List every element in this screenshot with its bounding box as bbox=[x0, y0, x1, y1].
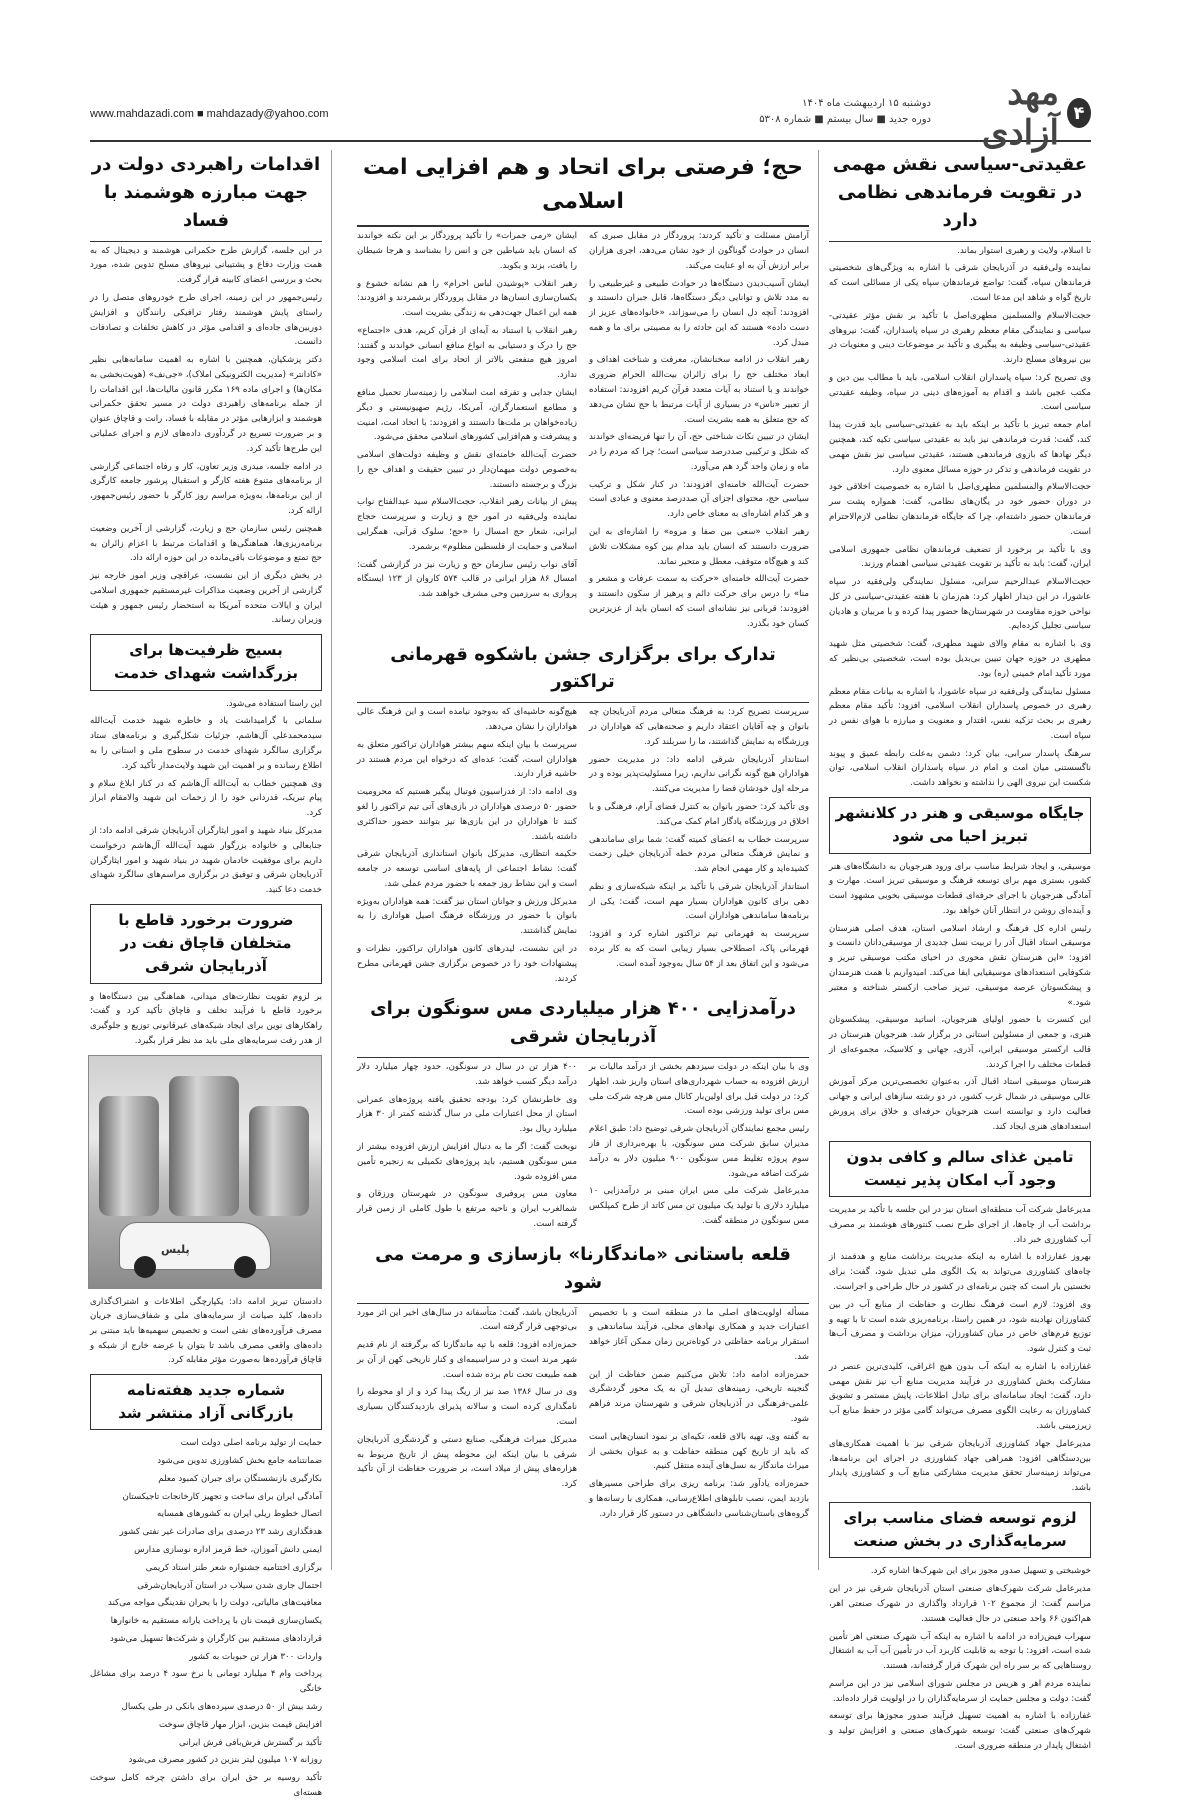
article-body bbox=[357, 229, 809, 634]
list-item: معافیت‌های مالیاتی، دولت را با بحران نقدینگی مواجه می‌کند bbox=[107, 1598, 322, 1609]
photo-label: پلیس bbox=[161, 1242, 190, 1256]
paragraph: سرپرست تصریح کرد: به فرهنگ متعالی مردم آذربایجان چه بانوان و چه آقایان اعتقاد داریم و صحنه‌هایی که هواداران در ورزشگاه به نمایش گذاشتند، ما را سربلند کرد. bbox=[589, 707, 809, 747]
logo-block bbox=[946, 73, 1091, 153]
paragraph: رئیس‌جمهور در این زمینه، اجرای طرح خودروهای متصل را در راستای پایش هوشمند رفتار ترافیکی رانندگان و افزایش دوربین‌های جاده‌ای و اقدامی مؤثر در کاهش تخلفات و تصادفات دانست. bbox=[90, 293, 322, 348]
paragraph: مدیرکل میراث فرهنگی، صنایع دستی و گردشگری آذربایجان شرقی با بیان اینکه این محوطه پیش از تاریخ مربوط به هزاره‌های پیش از میلاد است، بر ضرورت حفاظت از آن تأکید کرد. bbox=[357, 1434, 577, 1490]
list-item: پرداخت وام ۴ میلیارد تومانی با نرخ سود ۴ درصد برای مشاغل خانگی bbox=[90, 1669, 323, 1695]
masthead bbox=[90, 73, 1091, 153]
list-item: هدفگذاری رشد ۲۳ درصدی برای صادرات غیر نفتی کشور bbox=[119, 1527, 322, 1538]
page-number: ۴ bbox=[1067, 98, 1091, 128]
article-body bbox=[357, 705, 809, 989]
issue-text: دوره جدید ■ سال بیستم ■ شماره ۵۳۰۸ bbox=[759, 114, 931, 125]
paragraph: حجت‌الاسلام والمسلمین مطهری‌اصل با تأکید بر نقش مؤثر عقیدتی-سیاسی و نمایندگی مقام معظم رهبری در سپاه پاسداران، گفت: نیروهای عقیدتی-سیاسی وظیفه به پیگیری و تأکید بر موضوعات دینی و معنویات در بین نیروهای مسلح دارند. bbox=[829, 310, 1091, 366]
article-body bbox=[829, 1564, 1091, 1753]
contact-links[interactable]: www.mahdazadi.com ■ mahdazady@yahoo.com bbox=[90, 108, 329, 120]
paragraph: استاندار آذربایجان شرقی با تأکید بر اینکه شبکه‌سازی و نظم دهی برای کانون هواداران بسیار مهم است، گفت: یکی از برنامه‌ها ساماندهی هواداران است. bbox=[589, 881, 809, 922]
left-column bbox=[90, 145, 323, 1798]
list-item: یکسان‌سازی قیمت نان با پرداخت یارانه مستقیم به خانوارها bbox=[110, 1616, 322, 1627]
paragraph: وی افزود: لازم است فرهنگ نظارت و حفاظت از منابع آب در بین کشاورزان نهادینه شود، در همین راستا، برنامه‌ریزی شده است تا با تهیه و توزیع فرم‌های خاص در میان کشاورزان، میزان برداشت و مصرف آب‌ها ثبت و کنترل شود. bbox=[829, 1299, 1091, 1355]
paragraph: حمزه‌زاده افزود: قلعه با تپه ماندگارنا که برگرفته از نام قدیم شهر مرند است و در سراسیمه‌ای و کنار تاریخی کهن از آن بر همه طبیعت تحت نام برده شده است. bbox=[357, 1340, 577, 1380]
article-body bbox=[90, 697, 322, 898]
paragraph: مدیرعامل شرکت ملی مس ایران مبنی بر درآمدزایی ۱۰ میلیارد دلاری با تولید یک میلیون تن مس کاتد از طرح کمپلکس مس سونگون در منطقه گفت. bbox=[589, 1186, 809, 1226]
date-text: دوشنبه ۱۵ اردیبهشت ماه ۱۴۰۴ bbox=[802, 98, 931, 109]
middle-column bbox=[357, 145, 809, 1585]
article-headline: عقیدتی-سیاسی نقش مهمی در تقویت فرماندهی نظامی دارد bbox=[829, 151, 1091, 242]
list-item: اتصال خطوط ریلی ایران به کشورهای همسایه bbox=[156, 1509, 322, 1520]
paragraph: سرپرست به قهرمانی تیم تراکتور اشاره کرد و افزود: قهرمانی پاک، اصطلاحی بسیار زیبایی است که به کار برده می‌شود و این اتفاق بعد از ۵۴ سال به‌وجود آمده است. bbox=[589, 929, 809, 969]
article-headline: اقدامات راهبردی دولت در جهت مبارزه هوشمند با فساد bbox=[90, 151, 322, 242]
paragraph: خوشبختی و تسهیل صدور مجوز برای این شهرک‌ها اشاره کرد. bbox=[870, 1566, 1091, 1577]
article-body bbox=[829, 860, 1091, 1135]
paragraph: آذربایجان باشد، گفت: متأسفانه در سال‌های اخیر این اثر مورد بی‌توجهی قرار گرفته است. bbox=[357, 1307, 577, 1333]
paragraph: وی تصریح کرد: سپاه پاسداران انقلاب اسلامی، باید با مطالب بین دین و مکتب عجین باشد و اقدام به آموزه‌های دینی در سپاه، وظیفه عقیدتی سیاسی است. bbox=[829, 372, 1091, 413]
list-item: برگزاری اختتامیه جشنواره شعر طنز استاد کریمی bbox=[145, 1562, 322, 1573]
paragraph: وی ادامه داد: از فدراسیون فوتبال پیگیر هستیم که محرومیت حضور ۵۰ درصدی هواداران در بازی‌های آتی تیم تراکتور را لغو کنند تا هواداران در این بازی‌ها نیز بتوانند حضور حداکثری داشته باشند. bbox=[357, 787, 577, 842]
paragraph: مدیرکل ورزش و جوانان استان نیز گفت: همه هواداران به‌ویژه بانوان با حضور در ورزشگاه فرهنگ اصیل هواداری را به نمایش گذاشتند. bbox=[357, 896, 577, 937]
paragraph: در این جلسه، گزارش طرح حکمرانی هوشمند و دیجیتال که به همت وزارت دفاع و پشتیبانی نیروهای مسلح تدوین شده، مورد بحث و بررسی اعضای کابینه قرار گرفت. bbox=[90, 245, 322, 286]
paragraph: رهبر انقلاب با استناد به آیه‌ای از قرآن کریم، هدف «اجتماع» حج را درک و دستیابی به انواع منافع انسانی خواندند و گفتند: امروز هیچ منفعتی بالاتر از اتحاد برای امت اسلامی وجود ندارد. bbox=[357, 325, 577, 381]
dateline bbox=[759, 96, 931, 128]
paragraph: حضرت آیت‌الله خامنه‌ای نقش و وظیفه دولت‌های اسلامی به‌خصوص دولت میهمان‌دار در تبیین حقیقت و اهداف حج را بزرگ و برجسته دانستند. bbox=[357, 450, 577, 490]
article-headline: بسیج ظرفیت‌ها برای بزرگداشت شهدای خدمت bbox=[90, 634, 322, 691]
paragraph: سلمانی با گرامیداشت یاد و خاطره شهید خدمت آیت‌الله سیدمحمدعلی آل‌هاشم، جزئیات شکل‌گیری و برنامه‌های ستاد برگزاری سالگرد شهدای خدمت در سطوح ملی و استانی را به اطلاع رسانده و بر اهمیت این شهید ولایت‌مدار تأکید کرد. bbox=[90, 716, 322, 771]
article-headline: لزوم توسعه فضای مناسب برای سرمایه‌گذاری در بخش صنعت bbox=[829, 1502, 1091, 1559]
list-item: افزایش قیمت بنزین، ابزار مهار قاچاق سوخت bbox=[158, 1719, 322, 1730]
article-headline: درآمدزایی ۴۰۰ هزار میلیاردی مس سونگون برای آذربایجان شرقی bbox=[357, 995, 809, 1058]
paragraph: این راستا استفاده می‌شود. bbox=[226, 698, 322, 709]
paragraph: رهبر انقلاب «پوشیدن لباس احرام» را هم نشانه خشوع و یکسان‌سازی انسان‌ها در مقابل پروردگار برشمردند و افزودند: همه این اعمال جهت‌دهی به زندگی بشریت است. bbox=[357, 278, 577, 319]
list-item: تأکید روسیه بر حق ایران برای داشتن چرخه کامل سوخت هسته‌ای bbox=[90, 1773, 322, 1798]
paragraph: ایشان آسیب‌دیدن دستگاه‌ها در حوادث طبیعی و غیرطبیعی را به مدد تلاش و توانایی دیگر دستگاه‌ها، قابل جبران دانستند و افزودند: آنچه دل انسان را می‌سوزاند، «خانواده‌های عزیز از دست داده» هستند که این حادثه را به مصیبتی برای ما و همه مبدل کرد. bbox=[589, 278, 809, 348]
paragraph: بر لزوم تقویت نظارت‌های میدانی، هماهنگی بین دستگاه‌ها و برخورد قاطع با فرآیند تخلف و قاچاق تأکید کرد و گفت: راهکارهای نوین برای ایجاد شبکه‌های غیرقانونی توزیع و جلوگیری از هدر رفت سرمایه‌های ملی باید مد نظر قرار بگیرد. bbox=[90, 991, 322, 1046]
paragraph: حمزه‌زاده ادامه داد: تلاش می‌کنیم ضمن حفاظت از این گنجینه تاریخی، زمینه‌های تبدیل آن به یک محور گردشگری علمی-فرهنگی در آذربایجان شرقی و شهرستان مرند فراهم شود. bbox=[589, 1369, 809, 1424]
paragraph: حضرت آیت‌الله خامنه‌ای «حرکت به سمت عرفات و مشعر و منا» را درس برای حرکت دائم و پرهیز از سکون دانستند و افزودند: قربانی نیز نشانه‌ای است که انسان باید از عزیزترین کسان خود بگذرد. bbox=[589, 574, 809, 629]
article-headline: تامین غذای سالم و کافی بدون وجود آب امکان پذیر نیست bbox=[829, 1141, 1091, 1198]
paragraph: مدیرکل بنیاد شهید و امور ایثارگران آذربایجان شرقی ادامه داد: از جنابعالی و خانواده بزرگوار شهید آیت‌الله آل‌هاشم درخواست داریم برای موفقیت خادمان شهید در بنیاد شهید و امور ایثارگران آذربایجان شرقی و توفیق در برگزاری مراسم‌های سالگرد شهدای خدمت دعا کنید. bbox=[90, 825, 322, 896]
paragraph: ایشان جدایی و تفرقه امت اسلامی را زمینه‌ساز تحمیل منافع و مطامع استعمارگران، آمریکا، رژیم صهیونیستی و دیگر زیاده‌خواهان بر ملت‌ها دانستند و افزودند: با اتحاد امت، امنیت و پیشرفت و هم‌افزایی کشورهای اسلامی محقق می‌شود. bbox=[357, 388, 577, 443]
paragraph: حجت‌الاسلام والمسلمین مطهری‌اصل با اشاره به خصوصیت اخلاقی خود در دوران حضور خود در یگان‌های نظامی، گفت: همواره پشت سر فرماندهان حضور داشته‌ام، چرا که جایگاه فرماندهان نظامی لازم‌الاحترام است. bbox=[829, 482, 1091, 537]
paragraph: وی با تأکید بر برخورد از تضعیف فرماندهان نظامی جمهوری اسلامی ایران، گفت: باید به تأکید بر تقویت عقیدتی سیاسی اهتمام ورزند. bbox=[829, 544, 1091, 570]
paragraph: مسأله اولویت‌های اصلی ما در منطقه است و با تخصیص اعتبارات جدید و همکاری نهادهای محلی، فرآیند ساماندهی و استقرار برنامه حفاظتی در کوتاه‌ترین زمان ممکن آغاز خواهد شد. bbox=[589, 1307, 809, 1362]
paragraph: آقای نواب رئیس سازمان حج و زیارت نیز در گزارشی گفت: امسال ۸۶ هزار ایرانی در قالب ۵۷۴ کاروان از ۱۲۳ ایستگاه پروازی به سرزمین وحی مشرف خواهند شد. bbox=[357, 559, 577, 600]
paragraph: در این نشست، لیدرهای کانون هواداران تراکتور، نظرات و پیشنهادات خود را در خصوص برگزاری جشن قهرمانی مطرح کردند. bbox=[357, 944, 577, 984]
article-headline: قلعه باستانی «ماندگارنا» بازسازی و مرمت می شود bbox=[357, 1241, 809, 1304]
newspaper-logo: مهد آزادی bbox=[981, 73, 1059, 153]
paragraph: وی تأکید کرد: حضور بانوان به کنترل فضای آرام، فرهنگی و با اخلاق در ورزشگاه یادگار امام کمک می‌کند. bbox=[589, 801, 809, 827]
paragraph: در بخش دیگری از این نشست، عراقچی وزیر امور خارجه نیز گزارشی از آخرین وضعیت مذاکرات غیرمستقیم جمهوری اسلامی ایران و ایالات متحده آمریکا به استحضار رئیس جمهور و هیئت وزیران رساند. bbox=[90, 571, 322, 626]
article-headline: تدارک برای برگزاری جشن باشکوه قهرمانی تراکتور bbox=[357, 641, 809, 704]
list-item: تأکید بر گسترش فرش‌بافی فرش ایرانی bbox=[178, 1737, 322, 1748]
paragraph: آرامش مسئلت و تأکید کردند: پروردگار در مقابل صبری که انسان در حوادث گوناگون از خود نشان می‌دهد، اجری هزاران برابر ارزش آن به او عنایت می‌کند. bbox=[589, 231, 809, 271]
headline-list bbox=[90, 1436, 322, 1800]
right-column bbox=[829, 145, 1092, 1752]
column-divider bbox=[331, 150, 332, 1570]
column-divider bbox=[818, 150, 819, 1570]
article-body bbox=[90, 990, 322, 1049]
list-item: آمادگی ایران برای ساخت و تجهیز کارخانجات تاجیکستان bbox=[122, 1491, 322, 1502]
paragraph: وی با اشاره به مقام والای شهید مطهری، گفت: شخصیتی مثل شهید مطهری در حوزه جهان تبیین بی‌بدیل بوده است، شخصیتی بی‌نظیر که مورد تأکید امام خمینی (ره) بود. bbox=[829, 639, 1091, 679]
paragraph: موسیقی، و ایجاد شرایط مناسب برای ورود هنرجویان به دانشگاه‌های هنر کشور، بستری مهم برای توسعه فرهنگ و موسیقی تبریز است. مهارت و آمادگی هنرجویان با اجرای حرفه‌ای قطعات موسیقی بخوبی مشهود است و آینده‌ای روشن در انتظار آنان خواهد بود. bbox=[829, 861, 1091, 916]
paragraph: حضرت آیت‌الله خامنه‌ای افزودند: در کنار شکل و ترکیب سیاسی حج، محتوای اجزای آن صددرصد معنوی و عبادی است و هر کدام اشاره‌ای به معنای خاص دارد. bbox=[589, 479, 809, 520]
paragraph: مدیرعامل جهاد کشاورزی آذربایجان شرقی نیز با اهمیت همکاری‌های بین‌دستگاهی افزود: همراهی جهاد کشاورزی در اجرای این برنامه‌ها، می‌تواند زمینه‌ساز تحقق مدیریت مشارکتی منابع آب و کشاورزی پایدار باشد. bbox=[829, 1438, 1091, 1494]
paragraph: سرپرست خطاب به اعضای کمیته گفت: شما برای ساماندهی و نمایش فرهنگ متعالی مردم خطه آذربایجان خیلی زحمت کشیده‌اید و کار مهمی انجام شد. bbox=[589, 834, 809, 875]
list-item: ایمنی دانش آموزان، خط قرمز اداره نوسازی مدارس bbox=[134, 1544, 322, 1555]
paragraph: رهبر انقلاب در ادامه سخنانشان، معرفت و شناخت اهداف و ابعاد مختلف حج را برای زائران بیت‌الله الحرام ضروری خواندند و با استناد به آیات متعدد قرآن کریم افزودند: استفاده از تعبیر «ناس» در بسیاری از آیات مرتبط با حج نشان می‌دهد که حج متعلق به همه بشریت است. bbox=[589, 355, 809, 425]
article-body bbox=[829, 1203, 1091, 1496]
paragraph: همچنین رئیس سازمان حج و زیارت، گزارشی از آخرین وضعیت برنامه‌ریزی‌ها، هماهنگی‌ها و اقدامات مرتبط با اعزام زائران به حج تمتع و موضوعات باقی‌مانده در این حوزه ارائه داد. bbox=[90, 523, 322, 564]
paragraph: هیچ‌گونه حاشیه‌ای که به‌وجود نیامده است و این فرهنگ عالی هواداران را نشان می‌دهد. bbox=[357, 707, 577, 733]
paragraph: حکیمه انتظاری، مدیرکل بانوان استانداری آذربایجان شرقی گفت: نشاط اجتماعی از پایه‌های اساسی توسعه در جامعه است و این نشاط روز جمعه با حضور مردم عملی شد. bbox=[357, 849, 577, 889]
article-headline: شماره جدید هفته‌نامه بازرگانی آزاد منتشر شد bbox=[90, 1374, 322, 1431]
list-item: ضمانتنامه جامع بخش کشاورزی تدوین می‌شود bbox=[157, 1456, 322, 1467]
paragraph: رئیس مجمع نمایندگان آذربایجان شرقی توضیح داد: طبق اعلام مدیران سابق شرکت مس سونگون، با بهره‌برداری از فاز سوم پروژه تغلیظ مس سونگون ۹۰۰ میلیون دلار به درآمد شرکت اضافه می‌شود. bbox=[589, 1124, 810, 1179]
paragraph: نماینده ولی‌فقیه در آذربایجان شرقی با اشاره به ویژگی‌های شخصیتی فرماندهان سپاه، گفت: تواضع فرماندهان سپاه یکی از مسائلی است که تاریخ گواه و شاهد این مدعا است. bbox=[829, 263, 1091, 304]
article-body bbox=[90, 244, 322, 629]
article-headline: جایگاه موسیقی و هنر در کلانشهر تبریز احیا می شود bbox=[829, 797, 1091, 854]
paragraph: در ادامه جلسه، میدری وزیر تعاون، کار و رفاه اجتماعی گزارشی از برنامه‌های متنوع هفته کارگر و استقبال پرشور جامعه کارگری از این برنامه‌ها، به‌ویژه مراسم روز کارگر با حضور رئیس‌جمهور، ارائه کرد. bbox=[90, 461, 322, 516]
list-item: احتمال جاری شدن سیلاب در استان آذربایجان‌شرقی bbox=[137, 1580, 322, 1591]
paragraph: مدیرعامل شرکت آب منطقه‌ای استان نیز در این جلسه با تأکید بر مدیریت برداشت آب از چاه‌ها، از اجرای طرح نصب کنتورهای هوشمند بر مصرف آب کشاورزی خبر داد. bbox=[829, 1205, 1091, 1245]
paragraph: این کنسرت با حضور اولیای هنرجویان، اساتید موسیقی، پیشکسوتان هنری، و جمعی از مسئولین استانی در برگزار شد. هنرجویان هنرستان در قالب ارکستر موسیقی ایرانی، آذری، جهانی و کلاسیک، مجموعه‌ای از قطعات مختلف را اجرا کردند. bbox=[829, 1015, 1091, 1070]
article-body bbox=[357, 1306, 809, 1525]
article-headline: ضرورت برخورد قاطع با متخلفان قاچاق نفت در آذربایجان شرقی bbox=[90, 904, 322, 984]
paragraph: غفارزاده با اشاره به اینکه آب بدون هیچ اغراقی، کلیدی‌ترین عنصر در مشارکت بخش کشاورزی در فرآیند مدیریت منابع آب نیز نقش مهمی دارد، گفت: ایجاد سامانه‌ای برای تبادل اطلاعات، پایش مستمر و تشویق کشاورزان به رعایت الگوی مصرف می‌تواند گامی مؤثر در حفظ منابع آب زیرزمینی باشد. bbox=[829, 1361, 1091, 1432]
paragraph: حجت‌الاسلام عبدالرحیم سرابی، مسئول نمایندگی ولی‌فقیه در سپاه عاشورا، در این دیدار اظهار کرد: هم‌زمان با هفته عقیدتی-سیاسی در کل نواحی حوزه مقاومت در شهرستان‌ها حضور پیدا کرده و با مربیان و هادیان سیاسی تجلیل کرده‌ایم. bbox=[829, 577, 1091, 632]
paragraph: به گفته وی، تهیه بالای قلعه، تکیه‌ای بر نمود انسان‌هایی است که باید از تاریخ کهن منطقه حفاظت و به عنوان بخشی از میراث ماندگار به نسل‌های آینده منتقل کنیم. bbox=[589, 1431, 809, 1472]
photo-caption: دادستان تبریز ادامه داد: یکپارچگی اطلاعات و اشتراک‌گذاری داده‌ها، کلید صیانت از سرمایه‌های ملی و شفاف‌سازی جریان مصرف فرآورده‌های نفتی است و تخصیص سهمیه‌ها باید مبتنی بر داده‌های واقعی مصرف باشد تا بتوان با عرضه خارج از شبکه و قاچاق فرآورده‌ها به‌صورت مؤثر مقابله کرد. bbox=[90, 1296, 322, 1366]
paragraph: بهروز غفارزاده با اشاره به اینکه مدیریت برداشت منابع و هدفمند از چاه‌های کشاورزی می‌تواند به یک الگوی ملی تبدیل شود، گفت: برای نخستین بار است که چنین برنامه‌ای در کشور در حال طراحی و اجراست. bbox=[829, 1252, 1091, 1292]
paragraph: ایشان «رمی جمرات» را تأکید پروردگار بر این نکته خواندند که انسان باید شیاطین جن و انس را بشناسد و هرجا شیطان را یافت، بزند و بکوبد. bbox=[357, 231, 577, 271]
list-item: بکارگیری بازنشستگان برای جبران کمبود معلم bbox=[158, 1473, 322, 1484]
paragraph: رئیس اداره کل فرهنگ و ارشاد اسلامی استان، هدف اصلی هنرستان موسیقی استاد اقبال آذر را تربیت نسل جدیدی از موسیقی‌دانان دانست و افزود: «این هنرستان نقش محوری در احیای مکتب موسیقی تبریز و شکوفایی استعدادهای موسیقیایی ایفا می‌کند. امیدواریم با همت هنرمندان و پیشکسوتان عرصه موسیقی، تبریز صاحب ارکستر شناخته و معتبر شود.» bbox=[829, 923, 1091, 1008]
paragraph: هنرستان موسیقی استاد اقبال آذر، به‌عنوان تخصصی‌ترین مرکز آموزش عالی موسیقی در شمال غرب کشور، در دو رشته سازهای ایرانی و جهانی فعالیت دارد و توانسته است هنرجویان حرفه‌ای و خلاق برای پرورش استعدادهای هنری ایجاد کند. bbox=[829, 1077, 1091, 1132]
list-item: حمایت از تولید برنامه اصلی دولت است bbox=[180, 1438, 322, 1449]
paragraph: مسئول نمایندگی ولی‌فقیه در سپاه عاشورا، با اشاره به بیانات مقام معظم رهبری در خصوص پاسداران انقلاب اسلامی، افزود: تأکید مقام معظم رهبری بر بحث تزکیه نفس، اقتدار و معنویت و مبارزه با هوای نفس در سپاه است. bbox=[829, 686, 1091, 741]
paragraph: دکتر پزشکیان، همچنین با اشاره به اهمیت سامانه‌هایی نظیر «کادانتر» (مدیریت الکترونیکی املاک)، «جی‌نف» (هویت‌بخشی به مکان‌ها) و اجرای ماده ۱۶۹ مکرر قانون مالیات‌ها، این اقدامات را از جمله برنامه‌های راهبردی دولت در مسیر تحقق حکمرانی هوشمند و ابزارهایی مؤثر در مقابله با فساد، رانت و قاچاق عنوان و بر ضرورت تسریع در گردآوری داده‌های لازم و اجرای عملیاتی این طرح‌ها تأکید کرد. bbox=[90, 355, 322, 454]
paragraph: وی در سال ۱۳۸۶ صد نیز از ریگ پیدا کرد و از او محوطه را نامگذاری کرده است و سالانه پذیرای بازدیدکنندگان بسیاری است. bbox=[357, 1387, 577, 1427]
list-item: روزانه ۱۰۷ میلیون لیتر بنزین در کشور مصرف می‌شود bbox=[128, 1755, 322, 1766]
article-body bbox=[829, 244, 1091, 791]
article-body bbox=[357, 1060, 809, 1235]
paragraph: مدیرعامل شرکت شهرک‌های صنعتی استان آذربایجان شرقی نیز در این مراسم گفت: از مجموع ۱۰۲ قرارداد واگذاری در شهرک صنعتی اهر، هم‌اکنون ۶۶ واحد صنعتی در حال فعالیت هستند. bbox=[829, 1584, 1092, 1624]
paragraph: استاندار آذربایجان شرقی ادامه داد: در مدیریت حضور هواداران هیچ گونه نگرانی نداریم، زیرا مسئولیت‌پذیر بوده و در مرحله اول خودشان فضا را مدیریت می‌کنند. bbox=[589, 754, 809, 795]
paragraph: وی همچنین خطاب به آیت‌الله آل‌هاشم که در کنار ابلاغ سلام و پیام تبریک، قدردانی خود را از زحمات این شهید والامقام ابراز کرد. bbox=[90, 778, 322, 819]
paragraph: سهراب فیض‌زاده در ادامه با اشاره به اینکه آب شهرک صنعتی اهر تأمین شده است، افزود: با توجه به قابلیت کاربرد آب در تأمین آب آب به اشتغال روستاهایی که بر سر راه این شهرک قرار گرفته‌اند، هستند. bbox=[829, 1631, 1091, 1672]
news-photo bbox=[88, 1055, 322, 1289]
paragraph: حمزه‌زاده یادآور شد: برنامه ریزی برای طراحی مسیرهای بازدید ایمن، نصب تابلوهای اطلاع‌رسانی، همکاری با رسانه‌ها و گروه‌های باستان‌شناسی دانشگاهی در دستور کار قرار دارد. bbox=[589, 1479, 809, 1519]
paragraph: سرپرست با بیان اینکه سهم بیشتر هواداران تراکتور متعلق به هواداران است، گفت: عده‌ای که درخواه این مردم هستند در حاشیه قرار دارند. bbox=[357, 739, 577, 780]
paragraph: پیش از بیانات رهبر انقلاب، حجت‌الاسلام سید عبدالفتاح نواب نماینده ولی‌فقیه در امور حج و زیارت و سرپرست حجاج ایرانی، شعار حج امسال را «حج؛ سلوک قرآنی، همگرایی اسلامی و حمایت از فلسطین مظلوم» برشمرد. bbox=[357, 497, 577, 552]
paragraph: تا اسلام، ولایت و رهبری استوار بماند. bbox=[957, 245, 1091, 256]
list-item: واردات ۳۰۰ هزار تن حبوبات به کشور bbox=[189, 1651, 322, 1662]
paragraph: امام جمعه تبریز با تأکید بر اینکه باید به عقیدتی-سیاسی باید قدرت پیدا کند، گفت: قدرت فرماندهی نیز باید به عقیدتی سیاسی تکیه کند، همچنین دیگر نهادها که بازوی فرماندهی هستند، عقیدتی سیاسی نیز نقش مهمی در تقویت فرماندهی و تذکر در حوزه مسائل معنوی دارد. bbox=[829, 420, 1091, 475]
paragraph: نوبخت گفت: اگر ما به دنبال افزایش ارزش افزوده بیشتر از مس سونگون هستیم، باید پروژه‌های تکمیلی به زنجیره تأمین مس افزوده شود. bbox=[357, 1142, 577, 1182]
paragraph: معاون مس پروفیری سونگون در شهرستان ورزقان و شمالغرب ایران و ناحیه مرتفع با طول کاملی از زمین قرار گرفته است. bbox=[357, 1189, 577, 1229]
list-item: قراردادهای مستقیم بین کارگران و شرکت‌ها تسهیل می‌شود bbox=[110, 1633, 322, 1644]
list-item: رشد بیش از ۵۰ درصدی سپرده‌های بانکی در طی یکسال bbox=[121, 1702, 322, 1712]
paragraph: ایشان در تبیین نکات شناختی حج، آن را تنها فریضه‌ای خواندند که شکل و ترکیبی صددرصد سیاسی است؛ چرا که مردم را در ماه و زمان واحد گرد هم می‌آورد. bbox=[589, 432, 809, 472]
paragraph: نماینده مردم اهر و هریس در مجلس شورای اسلامی نیز در این مراسم گفت: دولت و مجلس حمایت از سرمایه‌گذاران را در اولویت قرار داده‌اند. bbox=[829, 1678, 1091, 1704]
paragraph: سرهنگ پاسدار سرابی، بیان کرد: دشمن به‌علت رابطه عمیق و پیوند ناگسستنی میان امت و امام در سپاه پاسداران انقلاب اسلامی، توان شکست این نیروی الهی را نداشته و نخواهد داشت. bbox=[829, 748, 1091, 789]
paragraph: ۴۰۰ هزار تن در سال در سونگون، حدود چهار میلیارد دلار درآمد دیگر کسب خواهد شد. bbox=[357, 1062, 577, 1087]
paragraph: وی با بیان اینکه در دولت سیزدهم بخشی از درآمد مالیات بر ارزش افزوده به حساب شهرداری‌های استان واریز شد، اظهار کرد: در دولت قبل برای اولین‌بار کانال مس هرچه شرکت ملی مس برای تولید ورزشی بوده است. bbox=[589, 1062, 809, 1117]
main-headline: حج؛ فرصتی برای اتحاد و هم افزایی امت اسلامی bbox=[357, 151, 809, 227]
paragraph: غفارزاده با اشاره به اهمیت تسهیل فرآیند صدور مجوزها برای توسعه شهرک‌های صنعتی گفت: توسعه شهرک‌های صنعتی و افزایش تولید و اشتغال پایدار در منطقه ضروری است. bbox=[829, 1711, 1091, 1752]
paragraph: وی خاطرنشان کرد: بودجه تحقیق یافته پروژه‌های عمرانی استان از محل اعتبارات ملی در سال گذشته کمتر از ۳۰ هزار میلیارد ریال بود. bbox=[357, 1094, 577, 1135]
paragraph: رهبر انقلاب «سعی بین صفا و مروه» را اشاره‌ای به این ضرورت دانستند که انسان باید مدام بین کوه مشکلات تلاش کند و هیچ‌گاه متوقف، معطل و متحیر نماند. bbox=[589, 527, 809, 567]
